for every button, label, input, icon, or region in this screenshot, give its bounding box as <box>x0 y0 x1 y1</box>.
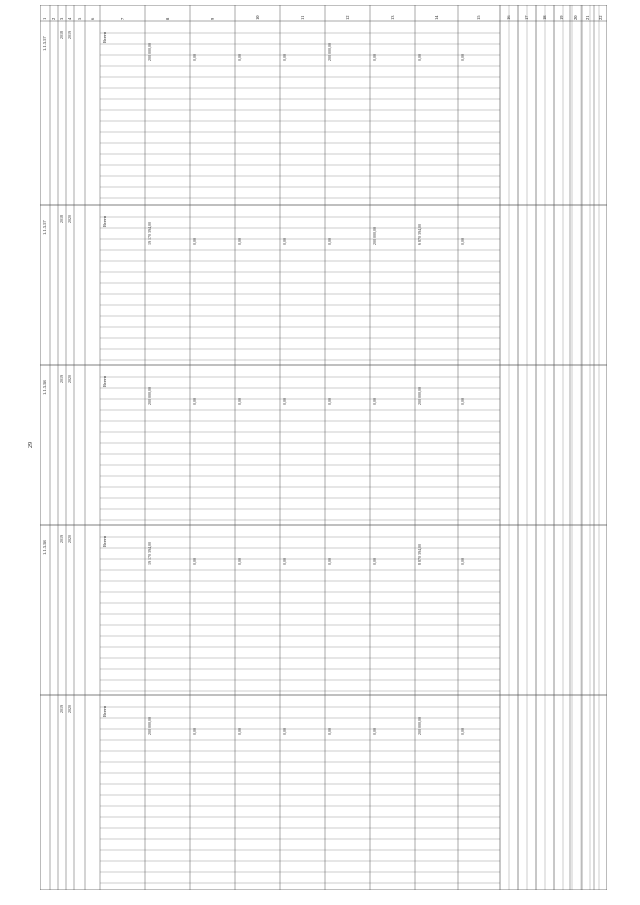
column-number: 8 <box>164 17 170 20</box>
row-code: 1.1.3.58 <box>42 540 47 555</box>
column-number: 3 <box>59 17 64 20</box>
row-year-end: 2020 <box>67 375 72 383</box>
row-total-value: 0,00 <box>460 238 465 245</box>
column-number: 17 <box>524 15 529 20</box>
row-total-value: 200 000,00 <box>147 43 152 61</box>
row-total-value: 0,00 <box>372 728 377 735</box>
column-number: 6 <box>89 17 95 20</box>
row-total-value: 0,00 <box>417 54 422 61</box>
row-total-value: 200 000,00 <box>417 387 422 405</box>
row-total-value: 200 000,00 <box>417 717 422 735</box>
row-total-value: 0,00 <box>282 398 287 405</box>
row-year-start: 2018 <box>59 215 64 223</box>
column-number: 4 <box>67 17 72 20</box>
row-year-end: 2020 <box>67 215 72 223</box>
row-total-value: 0,00 <box>192 728 197 735</box>
row-total-value: 0,00 <box>460 558 465 565</box>
row-total-value: 0,00 <box>192 238 197 245</box>
row-total-value: 0,00 <box>237 238 242 245</box>
row-total-label: Всего <box>102 535 107 547</box>
row-total-label: Всего <box>102 375 107 387</box>
row-total-label: Всего <box>102 215 107 227</box>
row-total-value: 200 000,00 <box>147 387 152 405</box>
row-total-value: 0,00 <box>327 558 332 565</box>
row-total-value: 200 000,00 <box>327 43 332 61</box>
row-total-value: 0,00 <box>460 54 465 61</box>
column-number: 1 <box>42 17 47 20</box>
row-code: 1.1.3.57 <box>42 220 47 235</box>
row-total-value: 0,00 <box>327 398 332 405</box>
page-number: 29 <box>28 442 34 448</box>
column-number: 5 <box>76 17 82 20</box>
table-grid <box>40 5 607 890</box>
row-total-label: Всего <box>102 31 107 43</box>
column-number: 18 <box>542 15 547 20</box>
row-year-end: 2019 <box>67 31 72 39</box>
row-year-start: 2018 <box>59 31 64 39</box>
column-number: 21 <box>585 15 590 20</box>
row-total-value: 0,00 <box>237 54 242 61</box>
column-number: 19 <box>559 15 564 20</box>
column-number: 16 <box>506 15 511 20</box>
row-total-value: 0,00 <box>327 238 332 245</box>
column-number: 13 <box>389 15 395 20</box>
column-number: 20 <box>573 15 578 20</box>
column-number: 11 <box>299 15 305 20</box>
row-year-end: 2020 <box>67 535 72 543</box>
rotated-budget-table <box>40 5 607 890</box>
column-number: 22 <box>597 15 603 20</box>
row-total-value: 200 000,00 <box>372 227 377 245</box>
row-total-value: 0,00 <box>282 558 287 565</box>
row-total-label: Всего <box>102 705 107 717</box>
row-code: 1.1.3.57 <box>42 36 47 51</box>
row-total-value: 6 870 394,00 <box>417 224 422 245</box>
row-total-value: 0,00 <box>237 728 242 735</box>
row-total-value: 0,00 <box>237 558 242 565</box>
column-number: 15 <box>476 15 481 20</box>
row-year-start: 2019 <box>59 375 64 383</box>
row-total-value: 0,00 <box>237 398 242 405</box>
column-number: 14 <box>433 15 439 20</box>
column-number: 10 <box>254 15 260 20</box>
row-year-start: 2019 <box>59 705 64 713</box>
column-number: 7 <box>119 17 125 20</box>
row-total-value: 19 170 394,00 <box>147 542 152 565</box>
row-total-value: 0,00 <box>192 558 197 565</box>
row-total-value: 0,00 <box>327 728 332 735</box>
row-total-value: 0,00 <box>192 398 197 405</box>
row-total-value: 200 000,00 <box>147 717 152 735</box>
row-total-value: 19 170 394,00 <box>147 222 152 245</box>
row-total-value: 0,00 <box>372 398 377 405</box>
column-number: 12 <box>344 15 350 20</box>
row-total-value: 0,00 <box>372 54 377 61</box>
row-total-value: 0,00 <box>192 54 197 61</box>
row-year-end: 2020 <box>67 705 72 713</box>
row-total-value: 0,00 <box>460 728 465 735</box>
row-total-value: 0,00 <box>282 728 287 735</box>
row-code: 1.1.3.58 <box>42 380 47 395</box>
column-number: 2 <box>51 17 56 20</box>
column-number: 9 <box>209 17 215 20</box>
row-total-value: 0,00 <box>282 54 287 61</box>
row-total-value: 0,00 <box>460 398 465 405</box>
row-total-value: 8 870 394,00 <box>417 544 422 565</box>
row-total-value: 0,00 <box>372 558 377 565</box>
row-total-value: 0,00 <box>282 238 287 245</box>
row-year-start: 2019 <box>59 535 64 543</box>
